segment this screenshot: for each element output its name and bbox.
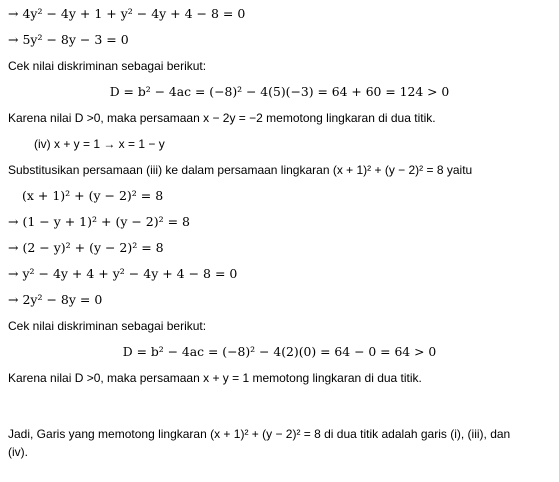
final-conclusion-line-1-text: Jadi, Garis yang memotong lingkaran (x + 1)² + (y − 2)² = 8 di dua titik adalah garis (i), (iii), dan [8,427,511,441]
conclusion-iii [8,110,436,126]
step-iii-line-2 [8,32,129,48]
final-conclusion-line-2-text: (iv). [8,445,28,459]
step-iv-line-5-text: → 2y² − 8y = 0 [8,292,103,307]
discriminant-heading-iii [8,58,206,74]
step-iii-line-1 [8,6,245,22]
discriminant-formula-iv-text: D = b² − 4ac = (−8)² − 4(2)(0) = 64 − 0 = 64 > 0 [122,345,437,359]
step-iv-line-3 [8,240,164,256]
conclusion-iv-text: Karena nilai D >0, maka persamaan x + y = 1 memotong lingkaran di dua titik. [8,371,422,385]
discriminant-formula-iii [0,84,559,100]
case-iv-header-text: (iv) x + y = 1 → x = 1 − y [34,137,165,151]
discriminant-heading-iv-text: Cek nilai diskriminan sebagai berikut: [8,319,207,333]
final-conclusion-line-2 [8,444,28,460]
substitution-intro-text: Substitusikan persamaan (iii) ke dalam persamaan lingkaran (x + 1)² + (y − 2)² = 8 yaitu [8,163,473,177]
case-iv-header [34,136,165,152]
conclusion-iii-text: Karena nilai D >0, maka persamaan x − 2y = −2 memotong lingkaran di dua titik. [8,111,436,125]
step-iv-line-2-text: → (1 − y + 1)² + (y − 2)² = 8 [8,214,191,229]
discriminant-formula-iv [0,344,559,360]
step-iv-line-4 [8,266,237,282]
step-iv-line-1 [22,188,163,204]
step-iii-line-2-text: → 5y² − 8y − 3 = 0 [8,32,129,47]
discriminant-heading-iv [8,318,206,334]
step-iv-line-5 [8,292,102,308]
discriminant-heading-iii-text: Cek nilai diskriminan sebagai berikut: [8,59,207,73]
conclusion-iv [8,370,422,386]
discriminant-formula-iii-text: D = b² − 4ac = (−8)² − 4(5)(−3) = 64 + 60 = 124 > 0 [109,85,450,99]
step-iv-line-3-text: → (2 − y)² + (y − 2)² = 8 [8,240,164,255]
final-conclusion-line-1 [8,426,510,442]
substitution-intro [8,162,472,178]
step-iii-line-1-text: → 4y² − 4y + 1 + y² − 4y + 4 − 8 = 0 [8,6,246,21]
step-iv-line-1-text: (x + 1)² + (y − 2)² = 8 [22,188,164,203]
step-iv-line-4-text: → y² − 4y + 4 + y² − 4y + 4 − 8 = 0 [8,266,238,281]
step-iv-line-2 [8,214,190,230]
